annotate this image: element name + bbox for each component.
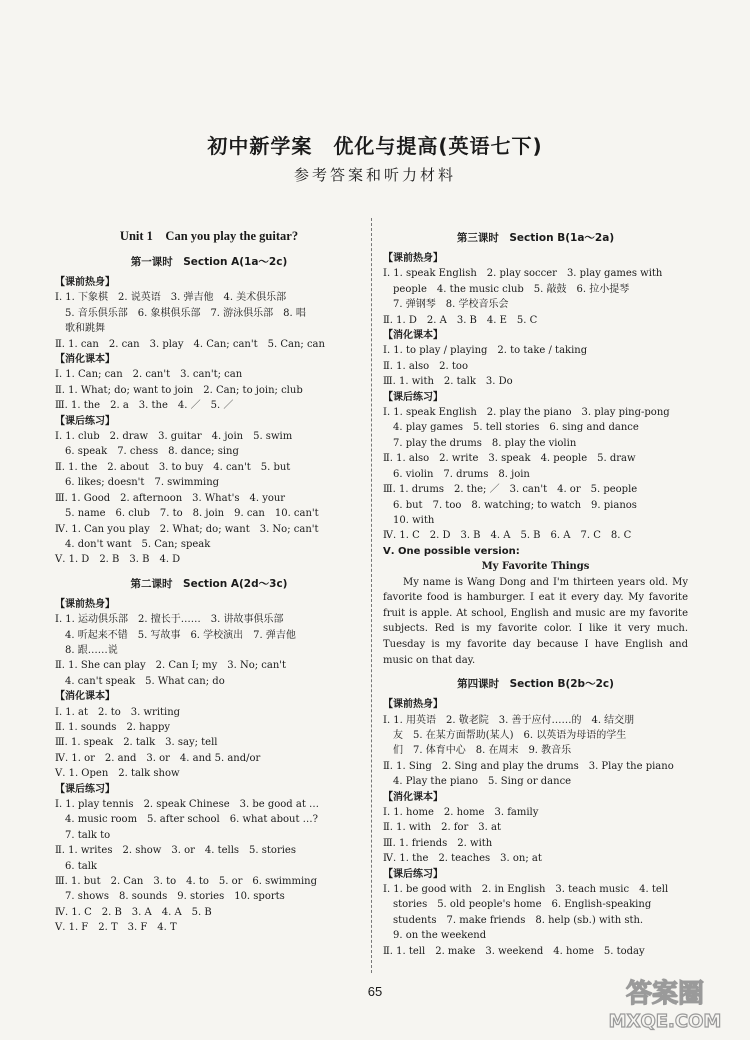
answer-line: Ⅱ. 1. also 2. write 3. speak 4. people 5. draw [383, 453, 636, 465]
answer-line: Ⅰ. 1. home 2. home 3. family [383, 806, 539, 818]
section-heading: 【课前热身】 [383, 253, 443, 264]
essay-paragraph: My name is Wang Dong and I'm thirteen years old. My favorite food is hamburger. I eat it every day. My favorite fruit is apple. At school, English and music are my favorite subjects. Red is my favorite color. I like it very much. Tuesday is my favorite day because I have English and music on that day. [383, 576, 688, 666]
section-heading: 【课后练习】 [55, 783, 115, 795]
answer-line: 7. talk to [55, 829, 111, 841]
answer-line: Ⅰ. 1. to play / playing 2. to take / taking [383, 345, 588, 357]
answer-line: 6. likes; doesn't 7. swimming [55, 477, 220, 489]
answer-line: Ⅱ. 1. sounds 2. happy [55, 721, 171, 733]
answer-line: Ⅳ. 1. or 2. and 3. or 4. and 5. and/or [55, 752, 261, 764]
answer-line: Ⅱ. 1. D 2. A 3. B 4. E 5. C [383, 314, 538, 326]
watermark-cn: 答案圈 [625, 979, 705, 1009]
answer-line: Ⅴ. 1. F 2. T 3. F 4. T [55, 922, 177, 934]
answer-line: Ⅲ. 1. but 2. Can 3. to 4. to 5. or 6. swimming [55, 876, 318, 888]
answer-line: Ⅰ. 1. play tennis 2. speak Chinese 3. be good at … [55, 799, 320, 810]
answer-line: Ⅱ. 1. with 2. for 3. at [383, 822, 502, 834]
answer-line: Ⅱ. 1. She can play 2. Can I; my 3. No; can't [55, 660, 287, 672]
answer-line: Ⅲ. 1. speak 2. talk 3. say; tell [55, 737, 218, 749]
answer-line: 们 7. 体育中心 8. 在周末 9. 教音乐 [383, 745, 572, 757]
section-heading: 【课前热身】 [55, 277, 115, 288]
answer-line: Ⅳ. 1. C 2. D 3. B 4. A 5. B 6. A 7. C 8. C [383, 530, 632, 542]
answer-line: Ⅳ. 1. C 2. B 3. A 4. A 5. B [55, 906, 212, 918]
answer-line: 10. with [383, 514, 435, 526]
lesson-heading: 第四课时 Section B(2b～2c) [457, 678, 614, 691]
answer-line: Ⅰ. 1. at 2. to 3. writing [55, 706, 181, 718]
page-number: 65 [367, 984, 383, 999]
answer-line: 6. violin 7. drums 8. join [383, 468, 530, 480]
answer-line: Ⅲ. 1. friends 2. with [383, 837, 493, 849]
answer-line: Ⅰ. 1. 运动俱乐部 2. 擅长于…… 3. 讲故事俱乐部 [55, 614, 284, 626]
answer-line: 8. 跟……说 [55, 644, 118, 656]
lesson-heading: 第三课时 Section B(1a～2a) [456, 232, 615, 244]
essay-title: My Favorite Things [481, 561, 590, 573]
answer-line: 4. don't want 5. Can; speak [55, 538, 211, 550]
answer-line: Ⅰ. 1. Can; can 2. can't 3. can't; can [55, 369, 243, 381]
page-title: 初中新学案 优化与提高(英语七下) [207, 134, 543, 158]
answer-line: 歌和跳舞 [55, 323, 105, 335]
answer-line: 4. can't speak 5. What can; do [55, 675, 225, 687]
answer-line: Ⅰ. 1. 下象棋 2. 说英语 3. 弹吉他 4. 美术俱乐部 [55, 292, 287, 304]
answer-line: students 7. make friends 8. help (sb.) with sth. [383, 914, 644, 926]
answer-line: 5. 音乐俱乐部 6. 象棋俱乐部 7. 游泳俱乐部 8. 唱 [55, 307, 306, 319]
answer-line: 6. talk [55, 860, 97, 872]
answer-line: stories 5. old people's home 6. English-speaking [383, 899, 652, 911]
section-heading: 【课后练习】 [383, 868, 443, 880]
answer-line: 6. speak 7. chess 8. dance; sing [55, 446, 239, 458]
answer-line: Ⅴ. 1. Open 2. talk show [55, 768, 180, 780]
left-column [55, 222, 363, 936]
answer-line: 友 5. 在某方面帮助(某人) 6. 以英语为母语的学生 [383, 729, 627, 741]
answer-line: Ⅱ. 1. writes 2. show 3. or 4. tells 5. stories [55, 845, 296, 857]
answer-line: 4. music room 5. after school 6. what about …? [55, 814, 319, 826]
answer-line: Ⅲ. 1. the 2. a 3. the 4. ／ 5. ／ [55, 400, 234, 412]
answer-line: 7. 弹钢琴 8. 学校音乐会 [383, 299, 509, 311]
answer-line: Ⅱ. 1. can 2. can 3. play 4. Can; can't 5. Can; can [55, 338, 325, 350]
answer-line: Ⅰ. 1. 用英语 2. 敬老院 3. 善于应付……的 4. 结交朋 [383, 714, 635, 726]
answer-line: Ⅱ. 1. also 2. too [383, 360, 468, 372]
answer-line: 5. name 6. club 7. to 8. join 9. can 10. can't [55, 508, 319, 520]
answer-line: Ⅱ. 1. Sing 2. Sing and play the drums 3. Play the piano [383, 760, 674, 772]
answer-line: Ⅴ. 1. D 2. B 3. B 4. D [55, 554, 181, 566]
unit-heading: Unit 1 Can you play the guitar? [119, 229, 299, 243]
lesson-heading: 第一课时 Section A(1a～2c) [130, 256, 288, 268]
section-heading: 【消化课本】 [55, 691, 115, 703]
section-heading: 【课前热身】 [383, 699, 443, 711]
watermark-logo [590, 974, 740, 1034]
answer-line: 7. shows 8. sounds 9. stories 10. sports [55, 891, 285, 903]
lesson-heading: 第二课时 Section A(2d～3c) [130, 577, 288, 590]
answer-line: Ⅰ. 1. be good with 2. in English 3. teach music 4. tell [383, 883, 669, 895]
answer-line: Ⅱ. 1. What; do; want to join 2. Can; to join; club [55, 384, 303, 396]
column-divider [371, 218, 373, 973]
answer-line: Ⅲ. 1. Good 2. afternoon 3. What's 4. your [55, 492, 286, 504]
section-heading: 【课前热身】 [55, 598, 115, 610]
answer-line: 4. play games 5. tell stories 6. sing and dance [383, 422, 639, 434]
answer-line: people 4. the music club 5. 敲鼓 6. 拉小提琴 [383, 283, 630, 295]
answer-line: 7. play the drums 8. play the violin [383, 437, 577, 449]
answer-line: Ⅳ. 1. Can you play 2. What; do; want 3. No; can't [55, 523, 319, 535]
answer-line: 9. on the weekend [383, 930, 487, 942]
section-heading: 【消化课本】 [383, 791, 443, 803]
right-column [383, 222, 688, 959]
answer-line: Ⅱ. 1. the 2. about 3. to buy 4. can't 5. but [55, 461, 291, 473]
section-heading: Ⅴ. One possible version: [383, 545, 520, 557]
answer-line: 4. Play the piano 5. Sing or dance [383, 776, 572, 788]
answer-line: Ⅰ. 1. speak English 2. play the piano 3. play ping-pong [383, 407, 670, 419]
section-heading: 【消化课本】 [383, 330, 443, 342]
answer-line: 4. 听起来不错 5. 写故事 6. 学校演出 7. 弹吉他 [55, 629, 296, 641]
watermark-en: MXQE.COM [608, 1011, 722, 1032]
answer-line: Ⅲ. 1. drums 2. the; ／ 3. can't 4. or 5. people [383, 484, 638, 496]
answer-line: Ⅰ. 1. speak English 2. play soccer 3. play games with [383, 268, 663, 280]
answer-line: Ⅱ. 1. tell 2. make 3. weekend 4. home 5. today [383, 945, 645, 957]
answer-line: Ⅰ. 1. club 2. draw 3. guitar 4. join 5. swim [55, 431, 293, 443]
section-heading: 【课后练习】 [383, 391, 443, 403]
page-subtitle: 参考答案和听力材料 [293, 166, 456, 184]
answer-line: Ⅲ. 1. with 2. talk 3. Do [383, 376, 513, 388]
section-heading: 【课后练习】 [55, 415, 115, 427]
section-heading: 【消化课本】 [55, 354, 115, 366]
answer-line: Ⅳ. 1. the 2. teaches 3. on; at [383, 853, 542, 865]
answer-line: 6. but 7. too 8. watching; to watch 9. pianos [383, 499, 637, 511]
